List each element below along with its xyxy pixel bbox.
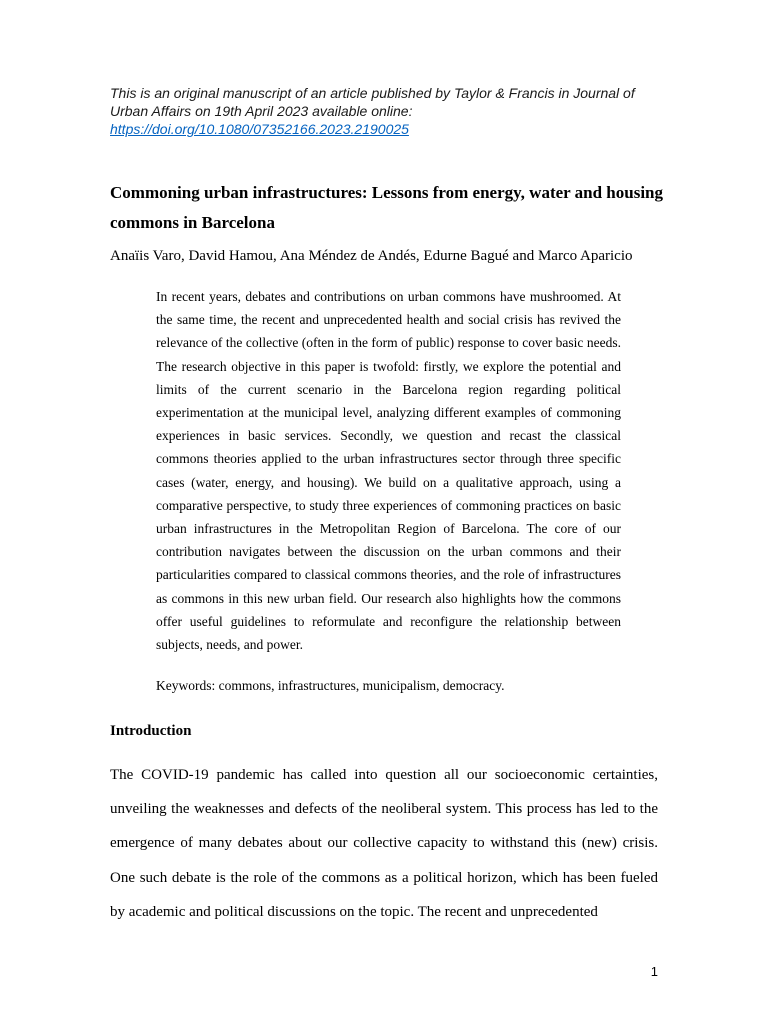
page-number: 1 [650,964,658,979]
doi-link[interactable]: https://doi.org/10.1080/07352166.2023.2190025 [110,121,409,137]
section-heading-introduction: Introduction [110,723,192,739]
publication-notice-text: This is an original manuscript of an article published by Taylor & Francis in Journal of Urban Affairs on 19th April 2023 available online: [110,85,635,119]
abstract-paragraph: In recent years, debates and contributions on urban commons have mushroomed. At the same time, the recent and unprecedented health and social crisis has revived the relevance of the collective (often in the form of public) response to cover basic needs. The research objective in this paper is twofold: firstly, we explore the potential and limits of the current scenario in the Barcelona region regarding political experimentation at the municipal level, analyzing different examples of commoning experiences in basic services. Secondly, we question and recast the classical commons theories applied to the urban infrastructures sector through three specific cases (water, energy, and housing). We build on a qualitative approach, using a comparative perspective, to study three experiences of commoning practices on basic urban infrastructures in the Metropolitan Region of Barcelona. The core of our contribution navigates between the discussion on the urban commons and their particularities compared to classical commons theories, and the role of infrastructures as commons in this new urban field. Our research also highlights how the commons offer useful guidelines to reformulate and reconfigure the relationship between subjects, needs, and power. [156,289,621,653]
article-title: Commoning urban infrastructures: Lessons from energy, water and housing commons in Barcelona [110,183,664,232]
publication-notice [110,84,670,138]
introduction-paragraph: The COVID-19 pandemic has called into question all our socioeconomic certainties, unveiling the weaknesses and defects of the neoliberal system. This process has led to the emergence of many debates about our collective capacity to withstand this (new) crisis. One such debate is the role of the commons as a political horizon, which has been fueled by academic and political discussions on the topic. The recent and unprecedented [110,767,658,920]
author-list: Anaïis Varo, David Hamou, Ana Méndez de Andés, Edurne Bagué and Marco Aparicio [110,248,633,264]
keywords-line: Keywords: commons, infrastructures, municipalism, democracy. [156,678,505,693]
